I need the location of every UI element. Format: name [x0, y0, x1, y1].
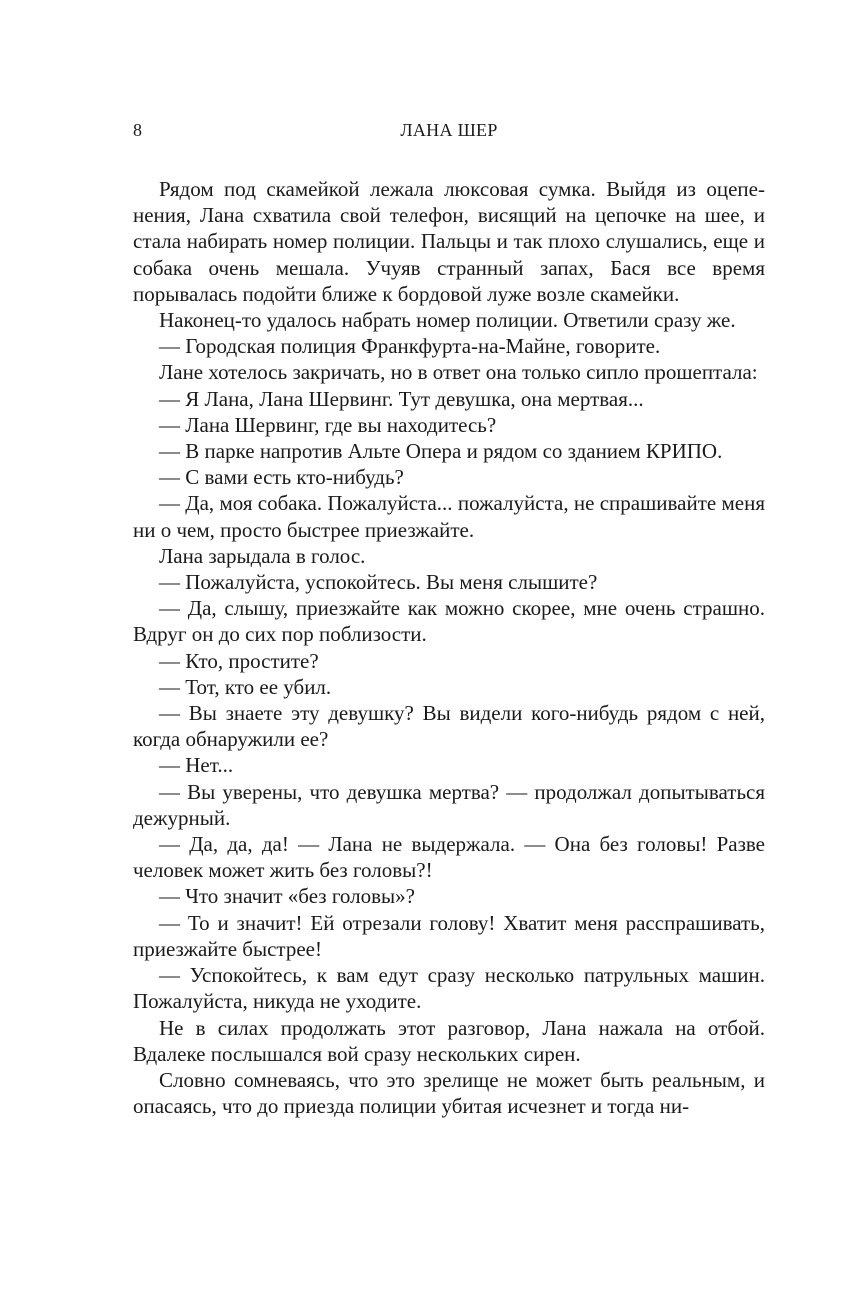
text-body [133, 176, 765, 1119]
paragraph: Лана зарыдала в голос. [159, 543, 366, 568]
dialogue-line: — С вами есть кто-нибудь? [159, 465, 404, 490]
dialogue-line: — Успокойтесь, к вам едут сразу несколько патрульных машин. Пожалуйста, никуда не уходите. [133, 963, 765, 1014]
dialogue-line: — Вы уверены, что девушка мертва? — продолжал допытываться дежурный. [133, 779, 765, 830]
paragraph: Словно сомневаясь, что это зрелище не может быть реальным, и опасаясь, что до приезда полиции убитая исчезнет и тогда ни- [133, 1067, 765, 1119]
dialogue-line: — Да, да, да! — Лана не выдержала. — Она без головы! Разве человек может жить без головы?! [133, 832, 765, 883]
dialogue-line: — Городская полиция Франкфурта-на-Майне, говорите. [159, 334, 661, 359]
dialogue-line: — То и значит! Ей отрезали голову! Хватит меня расспрашивать, приезжайте быстрее! [133, 910, 765, 961]
dialogue-line: — Вы знаете эту девушку? Вы видели кого-нибудь рядом с ней, когда обнаружили ее? [133, 701, 765, 752]
paragraph: Наконец-то удалось набрать номер полиции. Ответили сразу же. [159, 308, 736, 333]
dialogue-line: — Лана Шервинг, где вы находитесь? [159, 412, 497, 437]
dialogue-line: — Тот, кто ее убил. [159, 674, 332, 699]
dialogue-line: — В парке напротив Альте Опера и рядом со зданием КРИПО. [159, 439, 723, 464]
dialogue-line: — Нет... [159, 753, 234, 778]
dialogue-line: — Пожалуйста, успокойтесь. Вы меня слышите? [159, 570, 598, 595]
paragraph: Лане хотелось закричать, но в ответ она только сипло прошептала: [159, 360, 758, 385]
dialogue-line: — Кто, простите? [159, 648, 319, 673]
dialogue-line: — Я Лана, Лана Шервинг. Тут девушка, она мертвая... [159, 386, 644, 411]
page-number: 8 [133, 120, 142, 140]
paragraph: Рядом под скамейкой лежала люксовая сумка. Выйдя из оцепенения, Лана схватила свой телефон, висящий на цепочке на шее, и стала набирать номер полиции. Пальцы и так плохо слушались, еще и собака очень мешала. Учуяв странный запах, Бася все время порывалась подойти ближе к бордовой луже возле скамейки. [133, 177, 765, 306]
page-header [133, 118, 765, 142]
paragraph: Не в силах продолжать этот разговор, Лана нажала на отбой. Вдалеке послышался вой сразу нескольких сирен. [133, 1015, 765, 1066]
dialogue-line: — Да, слышу, приезжайте как можно скорее, мне очень страшно. Вдруг он до сих пор поблизости. [133, 596, 765, 647]
dialogue-line: — Да, моя собака. Пожалуйста... пожалуйста, не спрашивайте меня ни о чем, просто быстрее приезжайте. [133, 491, 765, 542]
running-title: ЛАНА ШЕР [400, 120, 498, 140]
dialogue-line: — Что значит «без головы»? [159, 884, 415, 909]
